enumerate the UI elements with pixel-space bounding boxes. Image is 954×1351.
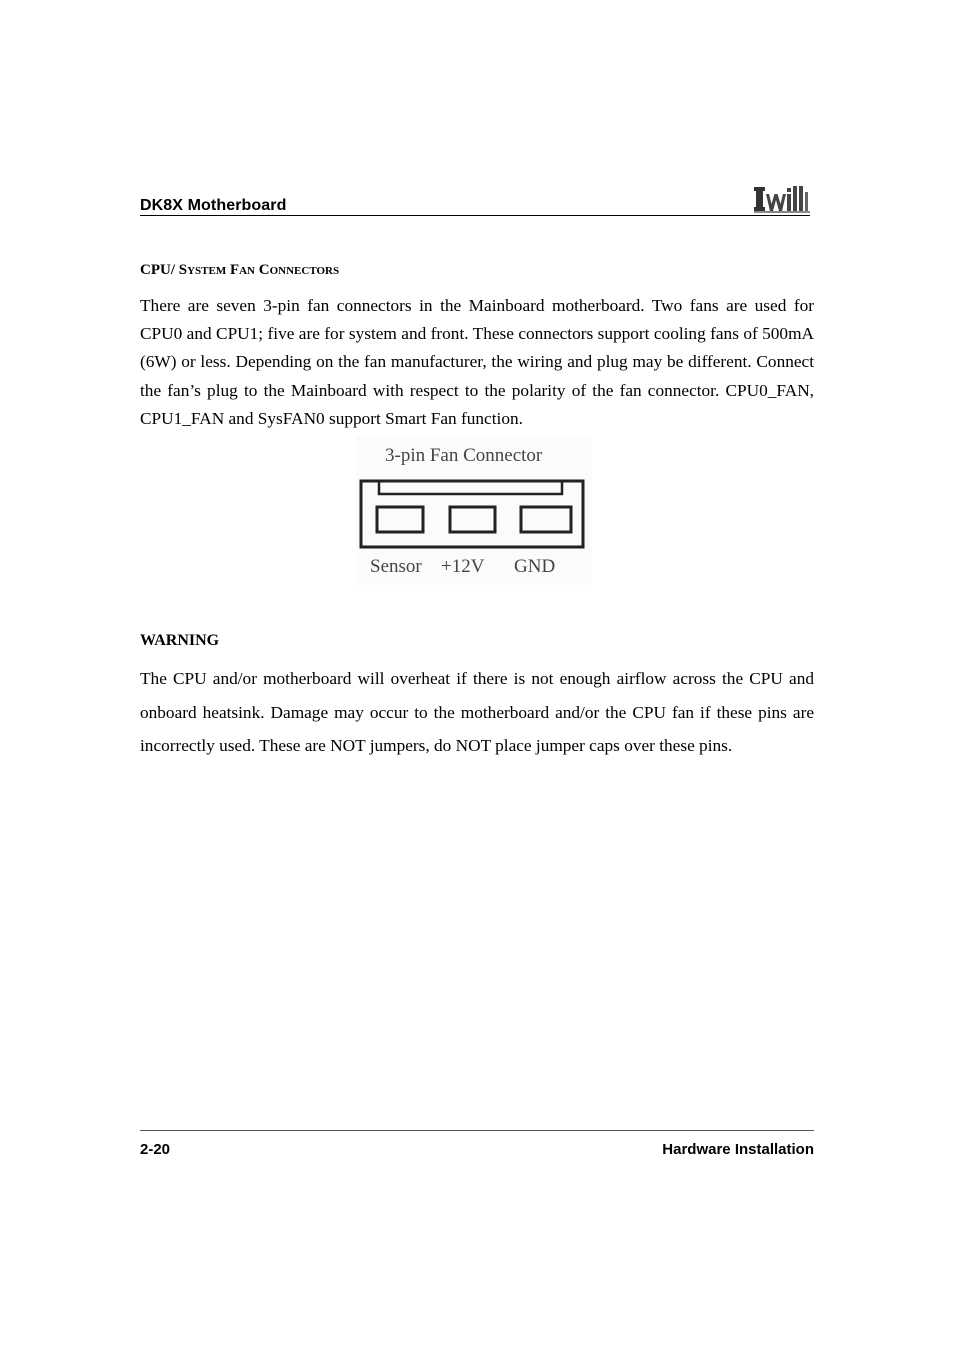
section-title: CPU/ System Fan Connectors bbox=[140, 262, 340, 278]
warning-title: WARNING bbox=[140, 632, 220, 649]
fan-connector-diagram bbox=[356, 437, 592, 585]
fan-connectors-paragraph: There are seven 3-pin fan connectors in the Mainboard motherboard. Two fans are used for CPU0 and CPU1; five are for system and front. These connectors support cooling fans of 500mA (6W) or less. Depending on the fan manufacturer, the wiring and plug may be different. Connect the fan’s plug to the Mainboard with respect to the polarity of the fan connector. CPU0_FAN, CPU1_FAN and SysFAN0 support Smart Fan function. bbox=[140, 296, 814, 428]
page-number: 2-20 bbox=[140, 1141, 171, 1158]
footer-divider bbox=[140, 1130, 814, 1131]
header-divider bbox=[140, 215, 810, 216]
footer-section-name: Hardware Installation bbox=[662, 1141, 814, 1158]
pin-label-sensor: Sensor bbox=[370, 556, 422, 577]
warning-paragraph: The CPU and/or motherboard will overheat if there is not enough airflow across the CPU and onboard heatsink. Damage may occur to the motherboard and/or the CPU fan if these pins are incorrectly used. These are NOT jumpers, do NOT place jumper caps over these pins. bbox=[140, 669, 814, 756]
pin-label-12v: +12V bbox=[441, 556, 485, 577]
document-header-title: DK8X Motherboard bbox=[140, 197, 287, 214]
pin-label-gnd: GND bbox=[514, 556, 556, 577]
fan-connector-diagram-title: 3-pin Fan Connector bbox=[385, 445, 543, 466]
iwill-logo-icon bbox=[754, 184, 810, 214]
